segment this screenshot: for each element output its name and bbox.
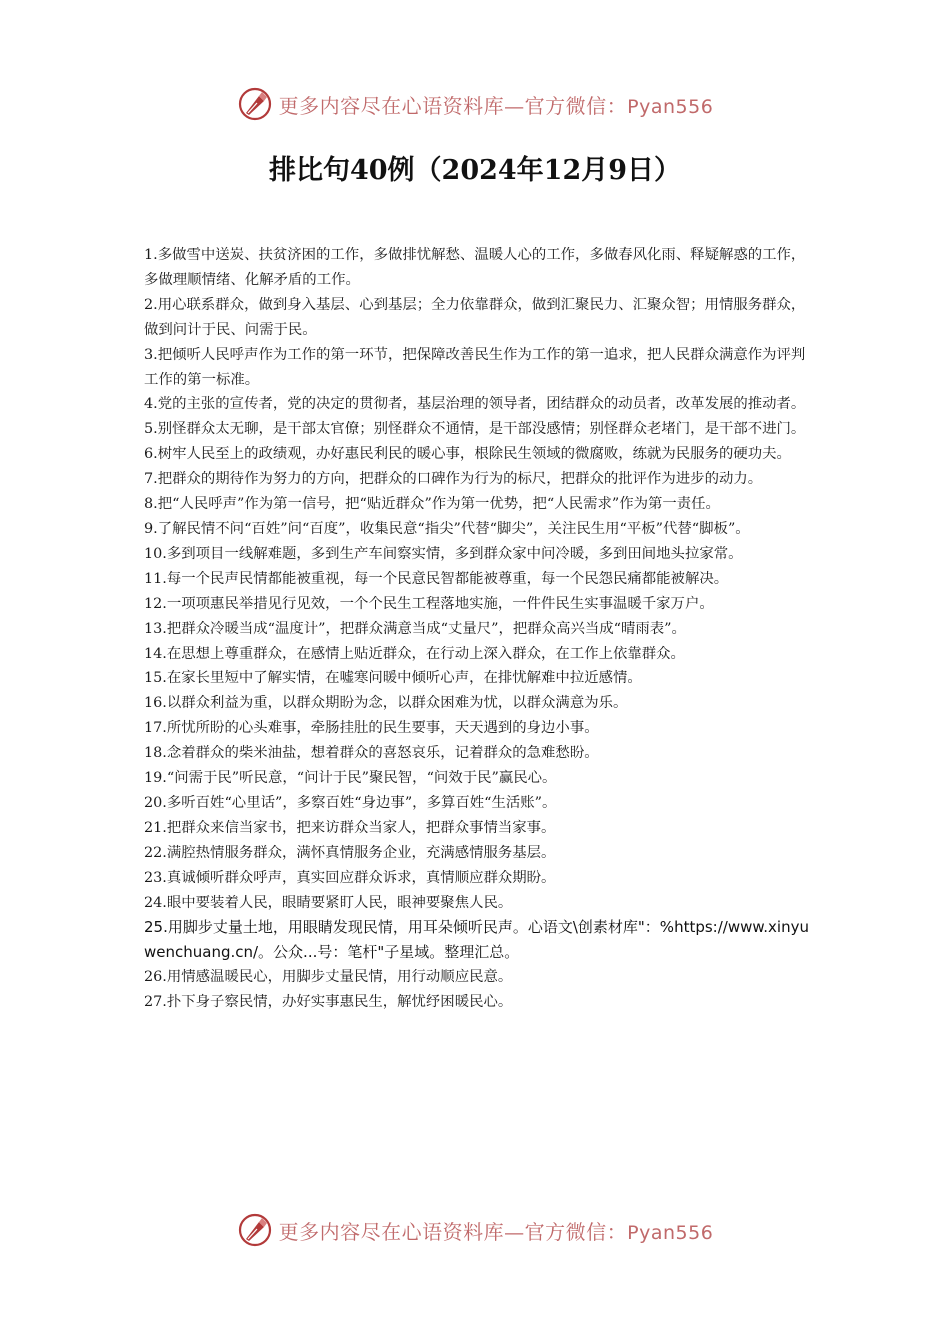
banner-wechat-id: Pyan556 <box>627 95 714 118</box>
list-item-watermark: 25.用脚步丈量土地，用眼睛发现民情，用耳朵倾听民声。心语文\创素材库"：%https://www.xinyuwenchuang.cn/。公众...号：笔杆"子星域。整理汇总。 <box>144 918 809 962</box>
list-item: 5.别怪群众太无聊，是干部太官僚；别怪群众不通情，是干部没感情；别怪群众老堵门，是干部不进门。 <box>144 421 806 438</box>
list-item: 10.多到项目一线解难题，多到生产车间察实情，多到群众家中问冷暖，多到田间地头拉家常。 <box>144 545 743 562</box>
list-item: 7.把群众的期待作为努力的方向，把群众的口碑作为行为的标尺，把群众的批评作为进步的动力。 <box>144 471 763 488</box>
list-item: 9.了解民情不问“百姓”问“百度”，收集民意“指尖”代替“脚尖”，关注民生用“平板”代替“脚板”。 <box>144 520 750 537</box>
list-item: 4.党的主张的宣传者，党的决定的贯彻者，基层治理的领导者，团结群众的动员者，改革发展的推动者。 <box>144 396 806 413</box>
list-item: 3.把倾听人民呼声作为工作的第一环节，把保障改善民生作为工作的第一追求，把人民群众满意作为评判工作的第一标准。 <box>144 346 806 388</box>
pen-nib-logo-icon <box>237 86 273 122</box>
list-item: 6.树牢人民至上的政绩观，办好惠民利民的暖心事，根除民生领域的微腐败，练就为民服务的硬功夫。 <box>144 446 791 463</box>
list-item: 13.把群众冷暖当成“温度计”，把群众满意当成“丈量尺”，把群众高兴当成“晴雨表”。 <box>144 620 686 637</box>
list-item: 18.念着群众的柴米油盐，想着群众的喜怒哀乐，记着群众的急难愁盼。 <box>144 745 599 762</box>
list-item: 19.“问需于民”听民意，“问计于民”聚民智，“问效于民”赢民心。 <box>144 770 557 787</box>
list-item: 8.把“人民呼声”作为第一信号，把“贴近群众”作为第一优势，把“人民需求”作为第一责任。 <box>144 496 720 513</box>
list-item: 27.扑下身子察民情，办好实事惠民生，解忧纾困暖民心。 <box>144 994 513 1011</box>
pen-nib-logo-icon <box>237 1212 273 1248</box>
footer-banner <box>0 1208 950 1252</box>
list-item: 22.满腔热情服务群众，满怀真情服务企业，充满感情服务基层。 <box>144 844 556 861</box>
list-item: 20.多听百姓“心里话”，多察百姓“身边事”，多算百姓“生活账”。 <box>144 794 557 811</box>
header-banner <box>0 82 950 126</box>
banner-slogan: 更多内容尽在心语资料库—官方微信： <box>278 93 628 118</box>
list-item: 23.真诚倾听群众呼声，真实回应群众诉求，真情顺应群众期盼。 <box>144 869 556 886</box>
list-item: 14.在思想上尊重群众，在感情上贴近群众，在行动上深入群众，在工作上依靠群众。 <box>144 645 685 662</box>
list-item: 12.一项项惠民举措见行见效，一个个民生工程落地实施，一件件民生实事温暖千家万户。 <box>144 595 714 612</box>
list-item: 1.多做雪中送炭、扶贫济困的工作，多做排忧解愁、温暖人心的工作，多做春风化雨、释疑解惑的工作，多做理顺情绪、化解矛盾的工作。 <box>144 247 806 288</box>
banner-slogan: 更多内容尽在心语资料库—官方微信： <box>278 1219 628 1244</box>
banner-wechat-id: Pyan556 <box>627 1221 714 1244</box>
list-item: 24.眼中要装着人民，眼睛要紧盯人民，眼神要聚焦人民。 <box>144 894 513 911</box>
list-item: 17.所忧所盼的心头难事，牵肠挂肚的民生要事，天天遇到的身边小事。 <box>144 720 599 737</box>
list-item: 11.每一个民声民情都能被重视，每一个民意民智都能被尊重，每一个民怨民痛都能被解决。 <box>144 570 729 587</box>
list-item: 16.以群众利益为重，以群众期盼为念，以群众困难为忧，以群众满意为乐。 <box>144 695 628 712</box>
list-item: 26.用情感温暖民心，用脚步丈量民情，用行动顺应民意。 <box>144 969 513 986</box>
list-item: 2.用心联系群众，做到身入基层、心到基层；全力依靠群众，做到汇聚民力、汇聚众智；用情服务群众，做到问计于民、问需于民。 <box>144 296 806 338</box>
list-item: 21.把群众来信当家书，把来访群众当家人，把群众事情当家事。 <box>144 819 556 836</box>
list-item: 15.在家长里短中了解实情，在嘘寒问暖中倾听心声，在排忧解难中拉近感情。 <box>144 670 642 687</box>
document-body <box>144 243 810 1015</box>
page-title: 排比句40例（2024年12月9日） <box>268 155 682 186</box>
